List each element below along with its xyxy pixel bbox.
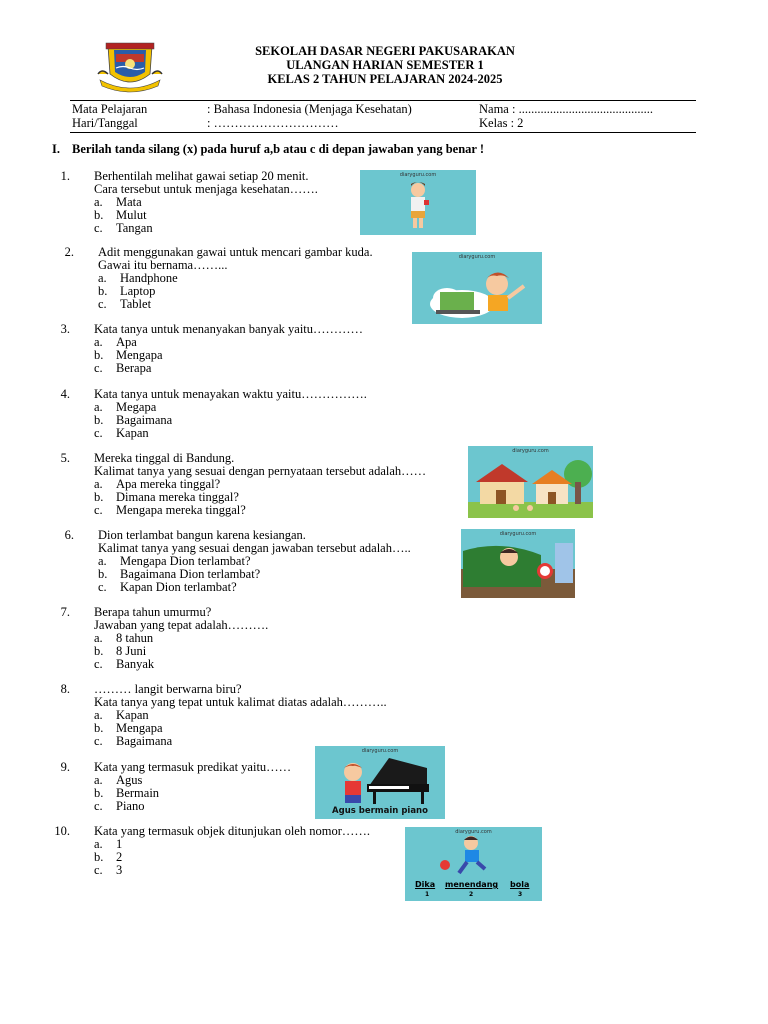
question-number: 5. xyxy=(60,451,70,465)
option-text: 1 xyxy=(116,837,123,851)
option-letter: c. xyxy=(94,503,103,517)
question-number: 7. xyxy=(60,605,70,619)
option-text: Apa xyxy=(116,335,137,349)
answer-option[interactable] xyxy=(94,222,294,235)
option-text: Mata xyxy=(116,195,142,209)
question-1-image xyxy=(360,170,476,235)
option-letter: a. xyxy=(94,335,103,349)
option-text: 8 Juni xyxy=(116,644,147,658)
word-number-3: 3 xyxy=(518,891,523,898)
option-text: Mengapa Dion terlambat? xyxy=(120,554,251,568)
question-text: Adit menggunakan gawai untuk mencari gambar kuda. xyxy=(98,245,373,259)
option-letter: b. xyxy=(94,721,104,735)
option-text: Tablet xyxy=(120,297,152,311)
image-watermark: diaryguru.com xyxy=(512,448,549,454)
question-number: 8. xyxy=(60,682,70,696)
option-text: Kapan xyxy=(116,426,149,440)
answer-option[interactable] xyxy=(94,800,294,813)
question-6-image xyxy=(461,529,575,598)
answer-option[interactable] xyxy=(94,504,294,517)
answer-option[interactable] xyxy=(94,838,294,851)
question-number: 3. xyxy=(60,322,70,336)
option-letter: a. xyxy=(94,773,103,787)
question-text: Kata tanya untuk menayakan waktu yaitu……………. xyxy=(94,387,367,401)
day-label: Hari/Tanggal xyxy=(72,116,138,130)
section-instruction: Berilah tanda silang (x) pada huruf a,b atau c di depan jawaban yang benar ! xyxy=(72,142,485,156)
image-watermark: diaryguru.com xyxy=(455,829,492,835)
question-text: ……… langit berwarna biru? xyxy=(94,682,242,696)
option-text: Bagaimana xyxy=(116,734,173,748)
image-watermark: diaryguru.com xyxy=(499,531,537,537)
question-number: 9. xyxy=(60,760,70,774)
option-text: Handphone xyxy=(120,271,178,285)
question-text: Kata tanya untuk menanyakan banyak yaitu………… xyxy=(94,322,364,336)
question-9-image xyxy=(315,746,445,819)
name-field: Nama : ........................................... xyxy=(479,102,653,116)
option-letter: b. xyxy=(98,284,108,298)
option-letter: b. xyxy=(98,567,108,581)
option-text: Mengapa xyxy=(116,348,163,362)
option-letter: c. xyxy=(94,361,103,375)
answer-option[interactable] xyxy=(98,298,298,311)
option-letter: c. xyxy=(98,297,107,311)
question-10-image xyxy=(405,827,542,901)
option-letter: c. xyxy=(94,426,103,440)
answer-option[interactable] xyxy=(94,427,294,440)
question-5-image xyxy=(468,446,593,518)
option-text: Mengapa mereka tinggal? xyxy=(116,503,246,517)
option-letter: c. xyxy=(94,799,103,813)
sentence-word-2: menendang xyxy=(445,880,499,889)
option-text: Kapan xyxy=(116,708,149,722)
answer-option[interactable] xyxy=(94,362,294,375)
question-text: Kata yang termasuk objek ditunjukan oleh nomor……. xyxy=(94,824,370,838)
option-letter: c. xyxy=(94,221,103,235)
option-letter: b. xyxy=(94,348,104,362)
question-text: Berapa tahun umurmu? xyxy=(94,605,212,619)
question-text: Kalimat tanya yang sesuai dengan jawaban tersebut adalah….. xyxy=(98,541,411,555)
option-text: Megapa xyxy=(116,400,157,414)
subject-label: Mata Pelajaran xyxy=(72,102,148,116)
section-number: I. xyxy=(52,142,60,156)
option-letter: b. xyxy=(94,208,104,222)
question-number: 1. xyxy=(60,169,70,183)
question-text: Gawai itu bernama……... xyxy=(98,258,228,272)
question-text: Kata yang termasuk predikat yaitu…… xyxy=(94,760,292,774)
option-text: Berapa xyxy=(116,361,152,375)
option-text: 2 xyxy=(116,850,123,864)
question-text: Mereka tinggal di Bandung. xyxy=(94,451,235,465)
sentence-word-1: Dika xyxy=(415,880,436,889)
question-9-caption: Agus bermain piano xyxy=(332,806,428,816)
question-text: Kalimat tanya yang sesuai dengan pernyataan tersebut adalah…… xyxy=(94,464,427,478)
word-number-2: 2 xyxy=(469,891,474,898)
subject-value: : Bahasa Indonesia (Menjaga Kesehatan) xyxy=(207,102,412,116)
question-text: Berhentilah melihat gawai setiap 20 menit. xyxy=(94,169,309,183)
option-letter: c. xyxy=(94,863,103,877)
answer-option[interactable] xyxy=(94,851,294,864)
option-letter: a. xyxy=(98,271,107,285)
answer-option[interactable] xyxy=(98,581,298,594)
option-letter: a. xyxy=(94,195,103,209)
option-letter: a. xyxy=(94,631,103,645)
option-text: Kapan Dion terlambat? xyxy=(120,580,237,594)
option-text: Agus xyxy=(116,773,143,787)
option-text: Apa mereka tinggal? xyxy=(116,477,221,491)
question-number: 4. xyxy=(60,387,70,401)
answer-option[interactable] xyxy=(94,864,294,877)
sentence-word-3: bola xyxy=(510,880,530,889)
header-rule xyxy=(70,100,696,101)
question-text: Cara tersebut untuk menjaga kesehatan……. xyxy=(94,182,318,196)
option-text: Banyak xyxy=(116,657,155,671)
option-text: Bermain xyxy=(116,786,160,800)
option-text: Mengapa xyxy=(116,721,163,735)
image-watermark: diaryguru.com xyxy=(458,254,496,260)
question-number: 6. xyxy=(64,528,74,542)
option-text: Tangan xyxy=(116,221,153,235)
question-2-image xyxy=(412,252,542,324)
day-value: : ………………………… xyxy=(207,116,339,130)
question-text: Dion terlambat bangun karena kesiangan. xyxy=(98,528,306,542)
option-letter: c. xyxy=(94,657,103,671)
option-letter: a. xyxy=(94,837,103,851)
option-letter: b. xyxy=(94,786,104,800)
image-watermark: diaryguru.com xyxy=(361,748,399,754)
option-letter: a. xyxy=(94,400,103,414)
option-text: Laptop xyxy=(120,284,156,298)
answer-option[interactable] xyxy=(94,658,294,671)
question-text: Jawaban yang tepat adalah………. xyxy=(94,618,269,632)
option-text: Dimana mereka tinggal? xyxy=(116,490,239,504)
question-text: Kata tanya yang tepat untuk kalimat diatas adalah……….. xyxy=(94,695,387,709)
option-text: Bagaimana xyxy=(116,413,173,427)
school-logo xyxy=(94,40,166,96)
option-letter: a. xyxy=(98,554,107,568)
word-number-1: 1 xyxy=(425,891,430,898)
option-letter: b. xyxy=(94,644,104,658)
option-letter: b. xyxy=(94,850,104,864)
option-letter: a. xyxy=(94,477,103,491)
question-number: 2. xyxy=(64,245,74,259)
option-text: Piano xyxy=(116,799,145,813)
question-number: 10. xyxy=(54,824,70,838)
class-field: Kelas : 2 xyxy=(479,116,524,130)
option-text: 3 xyxy=(116,863,123,877)
school-name: SEKOLAH DASAR NEGERI PAKUSARAKAN xyxy=(255,44,515,58)
image-watermark: diaryguru.com xyxy=(399,172,437,178)
class-year: KELAS 2 TAHUN PELAJARAN 2024-2025 xyxy=(267,72,503,86)
answer-option[interactable] xyxy=(94,735,294,748)
option-letter: b. xyxy=(94,490,104,504)
option-text: Bagaimana Dion terlambat? xyxy=(120,567,261,581)
option-letter: b. xyxy=(94,413,104,427)
option-letter: a. xyxy=(94,708,103,722)
exam-title: ULANGAN HARIAN SEMESTER 1 xyxy=(286,58,484,72)
option-text: Mulut xyxy=(116,208,147,222)
option-text: 8 tahun xyxy=(116,631,154,645)
option-letter: c. xyxy=(94,734,103,748)
option-letter: c. xyxy=(98,580,107,594)
info-rule xyxy=(70,132,696,133)
